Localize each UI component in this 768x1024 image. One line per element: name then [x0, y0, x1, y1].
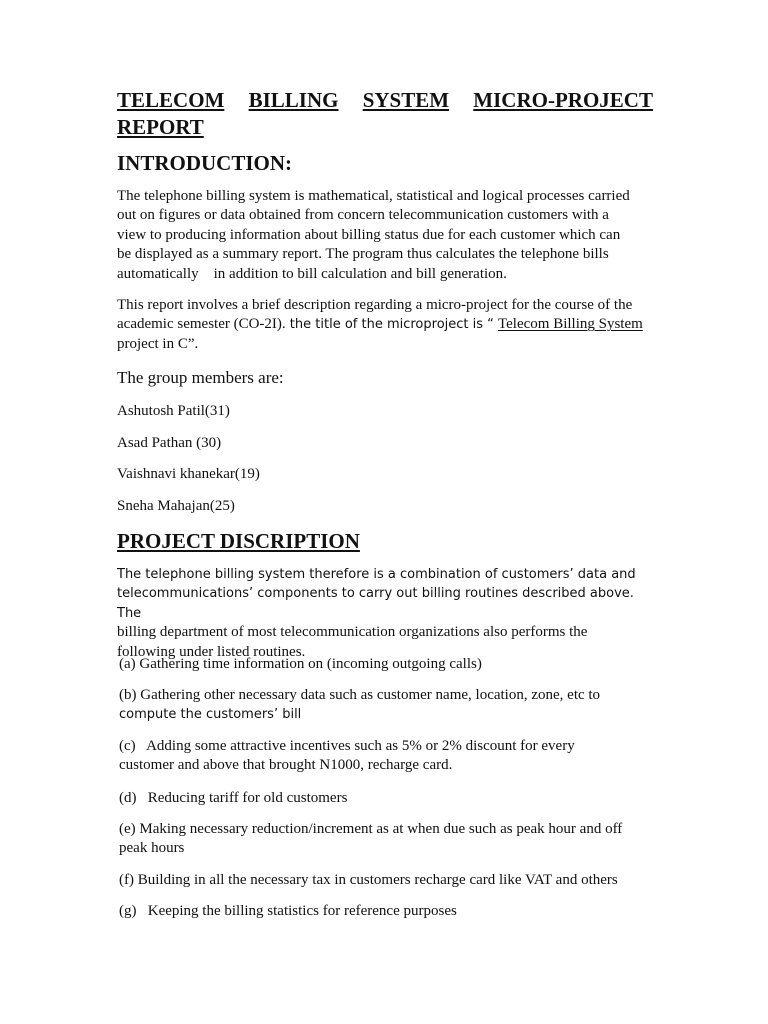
paragraph-line: be displayed as a summary report. The program thus calculates the telephone bills	[117, 246, 609, 263]
paragraph-line: following under listed routines.	[117, 643, 306, 660]
routine-line: peak hours	[119, 840, 185, 857]
title-word: BILLING	[248, 88, 339, 112]
member-item: Sneha Mahajan(25)	[117, 498, 235, 514]
document-title	[117, 87, 653, 141]
routine-line: compute the customers’ bill	[119, 707, 302, 723]
title-word: SYSTEM	[362, 88, 450, 112]
report-semester-text: academic semester (CO-2I).	[117, 316, 286, 333]
paragraph-line	[117, 315, 653, 334]
routine-item-b	[119, 686, 655, 725]
member-item: Asad Pathan (30)	[117, 435, 222, 451]
routine-line: (e) Making necessary reduction/increment as at when due such as peak hour and off	[119, 821, 623, 837]
project-title-link: Telecom Billing System	[498, 316, 643, 333]
project-paragraph	[117, 565, 653, 662]
member-item: Ashutosh Patil(31)	[117, 403, 230, 419]
routine-item-e	[119, 820, 655, 859]
routine-item-g: (g) Keeping the billing statistics for reference purposes	[119, 903, 457, 919]
paragraph-line: telecommunications’ components to carry out billing routines described above. The	[117, 586, 634, 621]
project-description-heading: PROJECT DISCRIPTION	[117, 529, 360, 553]
paragraph-line: The telephone billing system is mathematical, statistical and logical processes carried	[117, 188, 630, 204]
title-word: REPORT	[117, 115, 204, 139]
title-word: MICRO-PROJECT	[473, 88, 653, 112]
routine-item-f: (f) Building in all the necessary tax in customers recharge card like VAT and others	[119, 872, 618, 888]
paragraph-line: view to producing information about billing status due for each customer which can	[117, 226, 621, 243]
group-members-heading: The group members are:	[117, 368, 284, 387]
intro-paragraph	[117, 187, 653, 284]
paragraph-line: out on figures or data obtained from concern telecommunication customers with a	[117, 207, 609, 224]
routine-line: (c) Adding some attractive incentives such as 5% or 2% discount for every	[119, 738, 575, 754]
routine-line: customer and above that brought N1000, recharge card.	[119, 757, 453, 774]
routine-item-c	[119, 737, 655, 776]
report-paragraph	[117, 296, 653, 354]
report-title-intro: the title of the microproject is “	[285, 317, 499, 333]
title-line-2	[117, 114, 653, 141]
paragraph-line: This report involves a brief description regarding a micro-project for the course of the	[117, 297, 633, 313]
introduction-heading: INTRODUCTION:	[117, 151, 293, 175]
title-line-1	[117, 87, 653, 114]
paragraph-line: billing department of most telecommunication organizations also performs the	[117, 624, 588, 641]
routine-line: (b) Gathering other necessary data such as customer name, location, zone, etc to	[119, 687, 601, 703]
routine-item-d: (d) Reducing tariff for old customers	[119, 790, 348, 806]
paragraph-line: The telephone billing system therefore is a combination of customers’ data and	[117, 567, 636, 582]
paragraph-line: automatically in addition to bill calculation and bill generation.	[117, 265, 507, 282]
routine-item-a: (a) Gathering time information on (incoming outgoing calls)	[119, 656, 482, 672]
title-word: TELECOM	[117, 88, 225, 112]
paragraph-line: project in C”.	[117, 335, 199, 352]
member-item: Vaishnavi khanekar(19)	[117, 466, 260, 482]
